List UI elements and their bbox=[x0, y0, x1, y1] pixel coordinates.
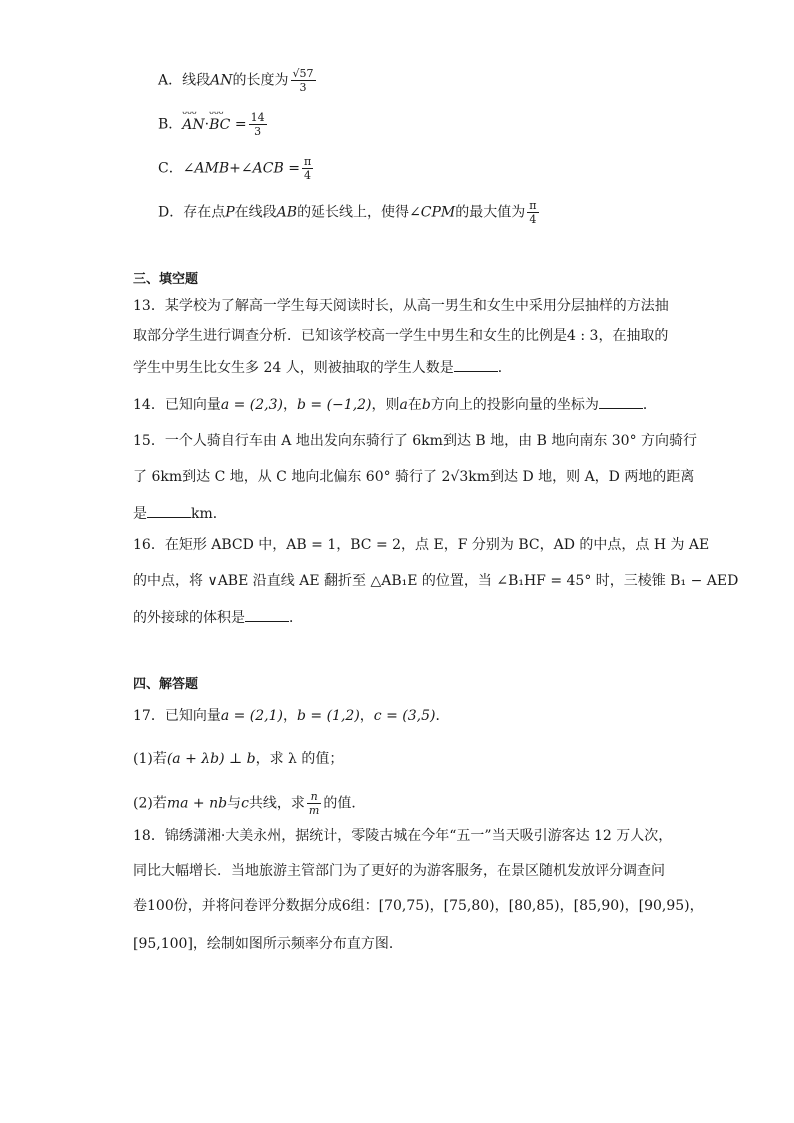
option-label: A． bbox=[158, 72, 183, 89]
question-15-line-3: 是 km． bbox=[133, 503, 673, 524]
fraction: $\frac{√57}{3}$ bbox=[292, 67, 314, 94]
question-18-line-1: 18．锦绣潇湘·大美永州，据统计，零陵古城在今年“五一”当天吸引游客达 12 万人次， bbox=[133, 828, 673, 844]
option-label: B． bbox=[158, 116, 183, 133]
question-13-line-3: 学生中男生比女生多 24 人，则被抽取的学生人数是 ． bbox=[133, 357, 673, 378]
option-a: A．线段AN的长度为 $\frac{√57}{3}$ bbox=[158, 67, 314, 94]
section-title-fill-in: 三、填空题 bbox=[133, 272, 199, 287]
fraction: $\frac{\pi}{4}$ bbox=[303, 155, 312, 182]
option-label: D． bbox=[158, 204, 184, 221]
option-b: B． ᴗᴗᴗ AN· ᴗᴗᴗ BC = $\frac{14}{3}$ bbox=[158, 106, 265, 138]
question-17: 17．已知向量a = (2,1)，b = (1,2)，c = (3,5)． bbox=[133, 708, 450, 724]
question-16-line-2: 的中点，将 ∨ABE 沿直线 AE 翻折至 △AB₁E 的位置，当 ∠B₁HF = 45° 时，三棱锥 B₁ − AED bbox=[133, 573, 739, 589]
fraction: $\frac{14}{3}$ bbox=[250, 111, 265, 138]
question-18-line-3: 卷100份，并将问卷评分数据分成6组：[70,75)，[75,80)，[80,85)，[85,90)，[90,95)， bbox=[133, 898, 704, 914]
question-17-part-2: (2)若ma + nb与c共线，求 $\frac{n}{m}$ 的值． bbox=[133, 790, 366, 817]
question-13-line-1: 13．某学校为了解高一学生每天阅读时长，从高一男生和女生中采用分层抽样的方法抽 bbox=[133, 298, 669, 314]
question-18-line-4: [95,100]，绘制如图所示频率分布直方图． bbox=[133, 936, 403, 952]
answer-blank[interactable] bbox=[599, 394, 643, 409]
question-18-line-2: 同比大幅增长．当地旅游主管部门为了更好的为游客服务，在景区随机发放评分调查问 bbox=[133, 863, 665, 879]
question-15-line-1: 15．一个人骑自行车由 A 地出发向东骑行了 6km到达 B 地，由 B 地向南东 30° 方向骑行 bbox=[133, 433, 698, 449]
answer-blank[interactable] bbox=[245, 607, 289, 622]
question-17-part-1: (1)若(a + λb) ⊥ b，求 λ 的值； bbox=[133, 751, 344, 767]
question-16-line-3: 的外接球的体积是 ． bbox=[133, 607, 673, 628]
question-14: 14．已知向量a = (2,3)，b = (−1,2)，则a在b方向上的投影向量的坐标为 ． bbox=[133, 394, 673, 415]
fraction: $\frac{\pi}{4}$ bbox=[529, 199, 537, 226]
option-d: D．存在点P在线段AB的延长线上，使得∠CPM的最大值为 $\frac{\pi}{4}$ bbox=[158, 199, 537, 226]
answer-blank[interactable] bbox=[147, 503, 191, 518]
option-label: C． bbox=[158, 160, 183, 177]
question-13-line-2: 取部分学生进行调查分析．已知该学校高一学生中男生和女生的比例是4 : 3，在抽取的 bbox=[133, 328, 669, 344]
section-title-solutions: 四、解答题 bbox=[133, 677, 199, 692]
answer-blank[interactable] bbox=[454, 357, 498, 372]
fraction: $\frac{n}{m}$ bbox=[308, 790, 320, 817]
option-c: C．∠AMB+∠ACB = $\frac{\pi}{4}$ bbox=[158, 155, 312, 182]
question-16-line-1: 16．在矩形 ABCD 中，AB = 1，BC = 2，点 E，F 分别为 BC，AD 的中点，点 H 为 AE bbox=[133, 537, 710, 553]
question-15-line-2: 了 6km到达 C 地，从 C 地向北偏东 60° 骑行了 2√3km到达 D 地，则 A，D 两地的距离 bbox=[133, 469, 695, 485]
